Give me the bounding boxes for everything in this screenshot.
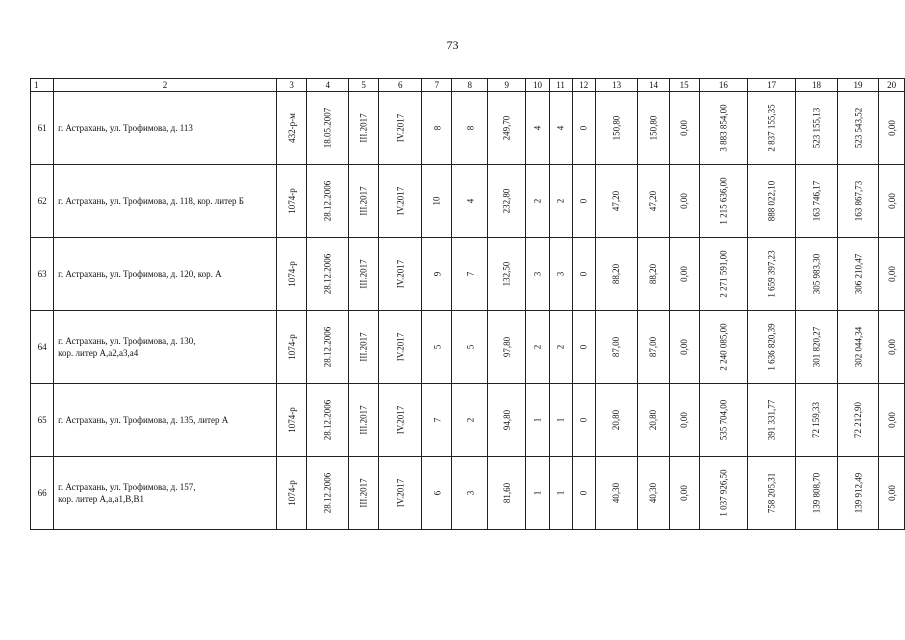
row-number: 66 xyxy=(31,457,54,530)
cell-c14 xyxy=(638,92,669,165)
cell-value: 232,80 xyxy=(501,188,512,214)
address-cell xyxy=(54,238,277,311)
cell-c4 xyxy=(307,384,349,457)
cell-value: 3 883 854,00 xyxy=(718,104,729,152)
cell-value: 9 xyxy=(431,271,442,277)
cell-c4 xyxy=(307,238,349,311)
table-row xyxy=(31,457,905,530)
cell-value: 87,00 xyxy=(648,336,659,358)
cell-c9 xyxy=(488,311,526,384)
cell-c17 xyxy=(747,457,795,530)
cell-c10 xyxy=(526,238,549,311)
table-row xyxy=(31,92,905,165)
cell-value: 18.05.2007 xyxy=(322,107,333,149)
cell-value: 1 215 636,00 xyxy=(718,177,729,225)
cell-c9 xyxy=(488,457,526,530)
cell-value: 72 159,33 xyxy=(811,402,822,438)
cell-value: 1 xyxy=(555,417,566,423)
column-header: 14 xyxy=(638,79,669,92)
cell-value: 47,20 xyxy=(611,190,622,212)
cell-c8 xyxy=(452,457,488,530)
cell-value: IV.2017 xyxy=(395,113,406,143)
cell-c12 xyxy=(572,384,595,457)
cell-c11 xyxy=(549,165,572,238)
cell-c16 xyxy=(699,311,747,384)
cell-value: 1074-р xyxy=(286,407,297,433)
cell-c12 xyxy=(572,238,595,311)
cell-value: 305 983,30 xyxy=(811,253,822,295)
cell-value: 302 044,34 xyxy=(852,326,863,368)
column-header: 4 xyxy=(307,79,349,92)
cell-c17 xyxy=(747,92,795,165)
cell-c4 xyxy=(307,311,349,384)
cell-value: 0,00 xyxy=(886,266,897,282)
cell-value: 0,00 xyxy=(886,120,897,136)
address-line-2: кор. литер А,а,а1,В,В1 xyxy=(58,494,145,504)
cell-value: 1 659 397,23 xyxy=(766,250,777,298)
cell-c20 xyxy=(879,92,905,165)
cell-value: 301 820,27 xyxy=(811,326,822,368)
cell-value: 391 331,77 xyxy=(766,399,777,441)
cell-c7 xyxy=(422,384,452,457)
cell-c6 xyxy=(379,165,422,238)
cell-value: 1 xyxy=(555,490,566,496)
cell-c3 xyxy=(276,384,307,457)
cell-value: IV.2017 xyxy=(395,332,406,362)
cell-c15 xyxy=(669,457,699,530)
cell-value: 0 xyxy=(578,271,589,277)
cell-value: III.2017 xyxy=(358,332,369,362)
cell-value: 2 xyxy=(532,198,543,204)
cell-value: 0,00 xyxy=(886,339,897,355)
address-cell xyxy=(54,384,277,457)
address-line-1: г. Астрахань, ул. Трофимова, д. 113 xyxy=(58,123,193,133)
cell-c16 xyxy=(699,165,747,238)
cell-c5 xyxy=(348,311,378,384)
cell-value: 0,00 xyxy=(886,412,897,428)
cell-c18 xyxy=(796,384,838,457)
cell-value: 7 xyxy=(464,271,475,277)
cell-value: 3 xyxy=(464,490,475,496)
cell-c20 xyxy=(879,384,905,457)
cell-c17 xyxy=(747,384,795,457)
cell-c8 xyxy=(452,165,488,238)
cell-c13 xyxy=(595,384,638,457)
address-cell xyxy=(54,165,277,238)
address-cell xyxy=(54,457,277,530)
cell-value: 2 xyxy=(555,344,566,350)
column-header: 17 xyxy=(747,79,795,92)
cell-c19 xyxy=(837,238,879,311)
cell-value: III.2017 xyxy=(358,478,369,508)
column-header: 18 xyxy=(796,79,838,92)
cell-value: 523 543,52 xyxy=(852,107,863,149)
row-number: 63 xyxy=(31,238,54,311)
cell-c6 xyxy=(379,311,422,384)
cell-value: 150,80 xyxy=(648,115,659,141)
cell-c4 xyxy=(307,165,349,238)
cell-value: 4 xyxy=(532,125,543,131)
address-cell xyxy=(54,311,277,384)
cell-c3 xyxy=(276,165,307,238)
cell-c20 xyxy=(879,165,905,238)
cell-value: 535 704,00 xyxy=(718,399,729,441)
cell-c5 xyxy=(348,384,378,457)
cell-value: 1074-р xyxy=(286,480,297,506)
cell-c19 xyxy=(837,384,879,457)
cell-value: 4 xyxy=(464,198,475,204)
cell-value: 88,20 xyxy=(611,263,622,285)
cell-c5 xyxy=(348,92,378,165)
cell-c10 xyxy=(526,384,549,457)
cell-c15 xyxy=(669,92,699,165)
cell-c13 xyxy=(595,92,638,165)
cell-value: 306 210,47 xyxy=(852,253,863,295)
cell-c16 xyxy=(699,238,747,311)
cell-value: 2 837 155,35 xyxy=(766,104,777,152)
cell-value: 139 808,70 xyxy=(811,472,822,514)
cell-value: IV.2017 xyxy=(395,259,406,289)
column-header: 3 xyxy=(276,79,307,92)
cell-value: 2 xyxy=(464,417,475,423)
column-header: 5 xyxy=(348,79,378,92)
cell-value: 1 xyxy=(532,490,543,496)
column-header: 8 xyxy=(452,79,488,92)
cell-c12 xyxy=(572,457,595,530)
cell-c10 xyxy=(526,457,549,530)
cell-value: 88,20 xyxy=(648,263,659,285)
cell-c3 xyxy=(276,238,307,311)
cell-value: 5 xyxy=(431,344,442,350)
cell-value: IV.2017 xyxy=(395,186,406,216)
cell-c19 xyxy=(837,457,879,530)
cell-value: 0,00 xyxy=(679,412,690,428)
cell-value: 94,80 xyxy=(501,409,512,431)
cell-c19 xyxy=(837,311,879,384)
cell-value: III.2017 xyxy=(358,186,369,216)
cell-value: 0 xyxy=(578,490,589,496)
column-header: 19 xyxy=(837,79,879,92)
address-line-1: г. Астрахань, ул. Трофимова, д. 118, кор. литер Б xyxy=(58,196,244,206)
cell-c20 xyxy=(879,238,905,311)
cell-value: 0 xyxy=(578,125,589,131)
cell-c7 xyxy=(422,457,452,530)
cell-c20 xyxy=(879,457,905,530)
cell-value: IV.2017 xyxy=(395,405,406,435)
cell-value: 6 xyxy=(431,490,442,496)
cell-value: 20,80 xyxy=(611,409,622,431)
cell-c16 xyxy=(699,384,747,457)
cell-c8 xyxy=(452,92,488,165)
cell-c8 xyxy=(452,384,488,457)
cell-c14 xyxy=(638,238,669,311)
cell-c11 xyxy=(549,457,572,530)
data-table xyxy=(30,78,905,530)
address-line-1: г. Астрахань, ул. Трофимова, д. 135, литер А xyxy=(58,415,229,425)
cell-c15 xyxy=(669,311,699,384)
column-header: 20 xyxy=(879,79,905,92)
cell-value: 2 240 085,00 xyxy=(718,323,729,371)
header-row xyxy=(31,79,905,92)
cell-value: 28.12.2006 xyxy=(322,253,333,295)
cell-c11 xyxy=(549,238,572,311)
cell-value: 20,80 xyxy=(648,409,659,431)
cell-c8 xyxy=(452,311,488,384)
cell-value: 2 271 591,00 xyxy=(718,250,729,298)
cell-c10 xyxy=(526,92,549,165)
cell-c14 xyxy=(638,457,669,530)
column-header: 13 xyxy=(595,79,638,92)
cell-value: 3 xyxy=(555,271,566,277)
address-line-2: кор. литер А,а2,а3,а4 xyxy=(58,348,139,358)
column-header: 15 xyxy=(669,79,699,92)
cell-c14 xyxy=(638,311,669,384)
cell-value: 28.12.2006 xyxy=(322,326,333,368)
table-row xyxy=(31,384,905,457)
cell-value: 523 155,13 xyxy=(811,107,822,149)
column-header: 11 xyxy=(549,79,572,92)
cell-value: 0 xyxy=(578,417,589,423)
cell-c19 xyxy=(837,92,879,165)
cell-value: IV.2017 xyxy=(395,478,406,508)
column-header: 2 xyxy=(54,79,277,92)
cell-c14 xyxy=(638,384,669,457)
cell-value: 5 xyxy=(464,344,475,350)
row-number: 61 xyxy=(31,92,54,165)
cell-value: 4 xyxy=(555,125,566,131)
cell-c9 xyxy=(488,238,526,311)
cell-c9 xyxy=(488,165,526,238)
cell-value: 432-р-м xyxy=(286,113,297,143)
cell-c4 xyxy=(307,457,349,530)
cell-value: 40,30 xyxy=(611,482,622,504)
cell-value: 81,60 xyxy=(501,482,512,504)
cell-c18 xyxy=(796,165,838,238)
cell-value: 888 022,10 xyxy=(766,180,777,222)
cell-c6 xyxy=(379,92,422,165)
column-header: 10 xyxy=(526,79,549,92)
cell-value: 28.12.2006 xyxy=(322,472,333,514)
cell-c11 xyxy=(549,311,572,384)
cell-c20 xyxy=(879,311,905,384)
address-line-1: г. Астрахань, ул. Трофимова, д. 130, xyxy=(58,336,196,346)
cell-value: 8 xyxy=(431,125,442,131)
cell-value: 1074-р xyxy=(286,334,297,360)
cell-value: 8 xyxy=(464,125,475,131)
cell-value: 28.12.2006 xyxy=(322,180,333,222)
cell-value: 0,00 xyxy=(679,193,690,209)
cell-c9 xyxy=(488,92,526,165)
cell-c4 xyxy=(307,92,349,165)
cell-value: III.2017 xyxy=(358,259,369,289)
cell-value: III.2017 xyxy=(358,405,369,435)
cell-c5 xyxy=(348,457,378,530)
cell-c5 xyxy=(348,165,378,238)
column-header: 12 xyxy=(572,79,595,92)
address-line-1: г. Астрахань, ул. Трофимова, д. 120, кор. А xyxy=(58,269,222,279)
cell-c13 xyxy=(595,457,638,530)
cell-c8 xyxy=(452,238,488,311)
cell-c3 xyxy=(276,311,307,384)
cell-c18 xyxy=(796,311,838,384)
cell-value: 0,00 xyxy=(886,485,897,501)
cell-c12 xyxy=(572,311,595,384)
cell-value: 0,00 xyxy=(679,339,690,355)
cell-c17 xyxy=(747,165,795,238)
cell-c13 xyxy=(595,238,638,311)
column-header: 7 xyxy=(422,79,452,92)
column-header: 6 xyxy=(379,79,422,92)
row-number: 62 xyxy=(31,165,54,238)
address-cell xyxy=(54,92,277,165)
cell-c10 xyxy=(526,165,549,238)
cell-value: 0,00 xyxy=(679,266,690,282)
cell-value: 40,30 xyxy=(648,482,659,504)
cell-value: 1074-р xyxy=(286,188,297,214)
cell-value: 758 205,31 xyxy=(766,472,777,514)
cell-value: 0 xyxy=(578,344,589,350)
cell-value: 3 xyxy=(532,271,543,277)
cell-c6 xyxy=(379,384,422,457)
table-row xyxy=(31,311,905,384)
cell-c18 xyxy=(796,92,838,165)
cell-c14 xyxy=(638,165,669,238)
cell-value: 97,80 xyxy=(501,336,512,358)
cell-value: 249,70 xyxy=(501,115,512,141)
cell-value: 0 xyxy=(578,198,589,204)
table-row xyxy=(31,165,905,238)
cell-value: 7 xyxy=(431,417,442,423)
row-number: 64 xyxy=(31,311,54,384)
cell-value: 2 xyxy=(555,198,566,204)
cell-c17 xyxy=(747,311,795,384)
cell-c6 xyxy=(379,238,422,311)
cell-c13 xyxy=(595,165,638,238)
cell-value: 1 xyxy=(532,417,543,423)
cell-c16 xyxy=(699,92,747,165)
cell-value: III.2017 xyxy=(358,113,369,143)
cell-c15 xyxy=(669,165,699,238)
cell-value: 1 037 926,50 xyxy=(718,469,729,517)
cell-value: 72 212,90 xyxy=(852,402,863,438)
cell-c19 xyxy=(837,165,879,238)
column-header: 1 xyxy=(31,79,54,92)
cell-c11 xyxy=(549,92,572,165)
cell-value: 87,00 xyxy=(611,336,622,358)
cell-value: 163 867,73 xyxy=(852,180,863,222)
cell-c7 xyxy=(422,92,452,165)
row-number: 65 xyxy=(31,384,54,457)
cell-c3 xyxy=(276,457,307,530)
cell-c18 xyxy=(796,238,838,311)
cell-c5 xyxy=(348,238,378,311)
cell-c18 xyxy=(796,457,838,530)
cell-value: 1074-р xyxy=(286,261,297,287)
page-number: 73 xyxy=(446,38,459,52)
cell-value: 0,00 xyxy=(679,120,690,136)
cell-c15 xyxy=(669,238,699,311)
cell-value: 0,00 xyxy=(679,485,690,501)
cell-value: 0,00 xyxy=(886,193,897,209)
cell-c9 xyxy=(488,384,526,457)
column-header: 9 xyxy=(488,79,526,92)
cell-c12 xyxy=(572,92,595,165)
cell-value: 150,80 xyxy=(611,115,622,141)
cell-value: 10 xyxy=(431,196,442,206)
cell-c15 xyxy=(669,384,699,457)
cell-c7 xyxy=(422,238,452,311)
cell-c7 xyxy=(422,311,452,384)
cell-c17 xyxy=(747,238,795,311)
address-line-1: г. Астрахань, ул. Трофимова, д. 157, xyxy=(58,482,196,492)
cell-c6 xyxy=(379,457,422,530)
cell-value: 139 912,49 xyxy=(852,472,863,514)
cell-c16 xyxy=(699,457,747,530)
cell-value: 2 xyxy=(532,344,543,350)
cell-c10 xyxy=(526,311,549,384)
cell-c13 xyxy=(595,311,638,384)
cell-value: 28.12.2006 xyxy=(322,399,333,441)
cell-value: 132,50 xyxy=(501,261,512,287)
cell-c11 xyxy=(549,384,572,457)
cell-c7 xyxy=(422,165,452,238)
table-row xyxy=(31,238,905,311)
cell-c3 xyxy=(276,92,307,165)
cell-value: 1 636 820,39 xyxy=(766,323,777,371)
column-header: 16 xyxy=(699,79,747,92)
cell-c12 xyxy=(572,165,595,238)
cell-value: 163 746,17 xyxy=(811,180,822,222)
cell-value: 47,20 xyxy=(648,190,659,212)
